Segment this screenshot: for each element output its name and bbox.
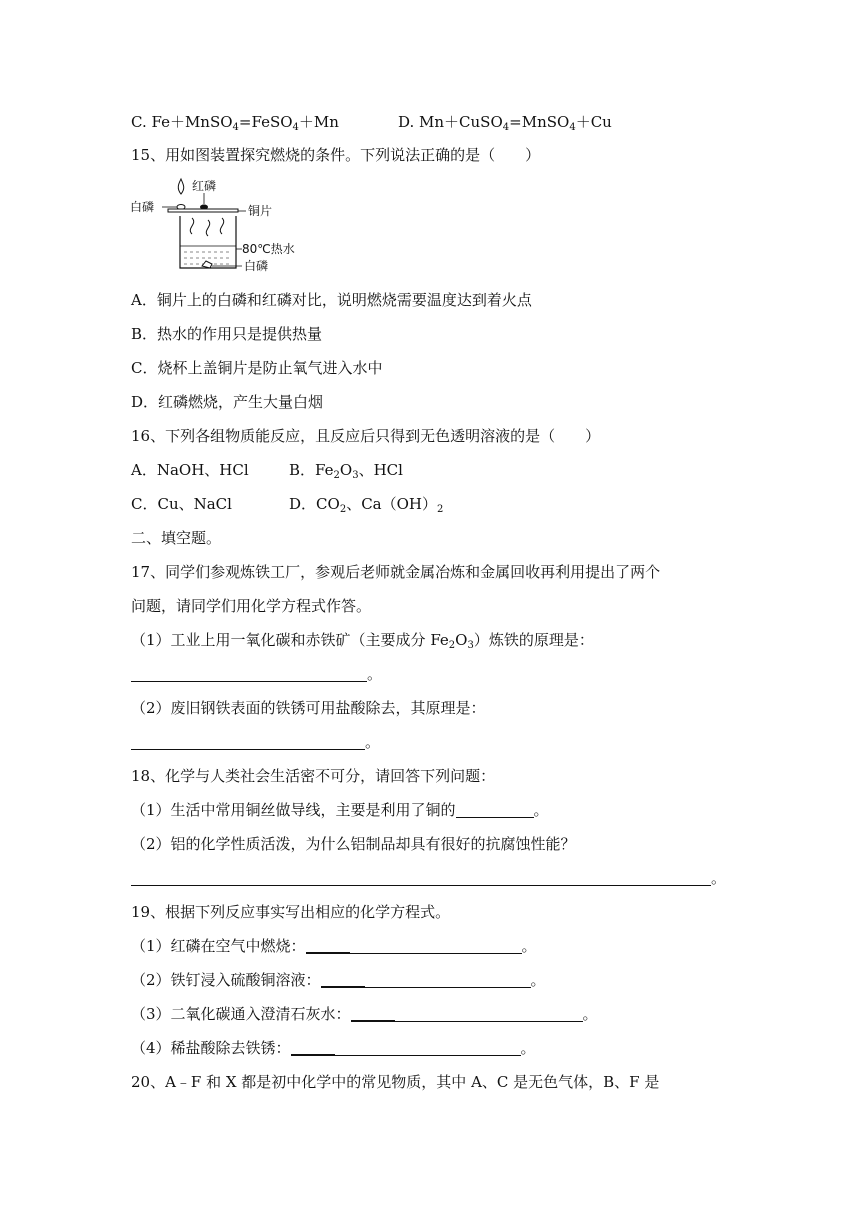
q17-stem-line1: 17、同学们参观炼铁工厂，参观后老师就金属冶炼和金属回收再利用提出了两个: [131, 563, 661, 581]
answer-blank[interactable]: [131, 734, 365, 750]
q17-sub2: （2）废旧钢铁表面的铁锈可用盐酸除去，其原理是：: [131, 699, 486, 717]
q17-stem-line2: 问题，请同学们用化学方程式作答。: [131, 597, 372, 615]
q18-stem: 18、化学与人类社会生活密不可分，请回答下列问题：: [131, 767, 496, 785]
q16-option-c: C．Cu、NaCl: [131, 495, 232, 513]
q19-item-4: （4）稀盐酸除去铁锈： 。: [131, 1039, 536, 1057]
copper-sheet: [168, 209, 238, 212]
label-hot-water: 80℃热水: [242, 242, 295, 256]
label-white-phosphorus-top: 白磷: [130, 200, 155, 214]
q15-option-d: D．红磷燃烧，产生大量白烟: [131, 393, 324, 411]
q19-item-1: （1）红磷在空气中燃烧： 。: [131, 937, 537, 955]
q17-answer2: 。: [131, 732, 380, 752]
q15-option-c: C．烧杯上盖铜片是防止氧气进入水中: [131, 359, 383, 377]
q20-stem: 20、A﹣F 和 X 都是初中化学中的常见物质，其中 A、C 是无色气体，B、F 是: [131, 1073, 660, 1091]
q19-stem: 19、根据下列反应事实写出相应的化学方程式。: [131, 903, 451, 921]
answer-blank[interactable]: [350, 938, 522, 954]
label-white-phosphorus-bottom: 白磷: [244, 259, 269, 273]
answer-blank[interactable]: [395, 1006, 583, 1022]
q19-item-2: （2）铁钉浸入硫酸铜溶液： 。: [131, 971, 546, 989]
label-red-phosphorus: 红磷: [192, 179, 217, 193]
q15-option-b: B．热水的作用只是提供热量: [131, 325, 323, 343]
answer-blank[interactable]: [335, 1040, 521, 1056]
section-heading: 二、填空题。: [131, 529, 222, 547]
q16-option-b: B．$Fe_2O_3$、HCl: [289, 461, 403, 481]
q16-stem: 16、下列各组物质能反应，且反应后只得到无色透明溶液的是（ ）: [131, 427, 601, 445]
answer-blank[interactable]: [351, 1005, 395, 1022]
q14-option-d: D. Mn＋CuSO$_4$=MnSO$_4$＋Cu: [398, 113, 612, 133]
q16-option-d: D．$CO_2$、$Ca(OH)_2$: [289, 495, 444, 515]
q16-option-a: A．NaOH、HCl: [131, 461, 249, 479]
answer-blank[interactable]: [131, 666, 367, 682]
answer-blank[interactable]: [365, 972, 531, 988]
q14-option-c: C. Fe＋MnSO$_4$=FeSO$_4$＋Mn: [131, 113, 339, 133]
combustion-apparatus-figure: [128, 178, 295, 276]
q17-answer1: 。: [131, 664, 382, 684]
q17-sub1: （1）工业上用一氧化碳和赤铁矿（主要成分 $Fe_2O_3$）炼铁的原理是：: [131, 631, 594, 651]
answer-blank[interactable]: [291, 1039, 335, 1056]
q19-item-3: （3）二氧化碳通入澄清石灰水： 。: [131, 1005, 598, 1023]
answer-blank[interactable]: [306, 937, 350, 954]
q18-sub2: （2）铝的化学性质活泼，为什么铝制品却具有很好的抗腐蚀性能？: [131, 835, 576, 853]
label-copper-sheet: 铜片: [248, 204, 273, 218]
q15-option-a: A．铜片上的白磷和红磷对比，说明燃烧需要温度达到着火点: [131, 291, 532, 309]
underwater-white-phosphorus: [202, 261, 212, 268]
beaker: [180, 216, 236, 268]
q18-answer2: 。: [131, 868, 726, 888]
flame-icon: [178, 179, 183, 194]
q15-stem: 15、用如图装置探究燃烧的条件。下列说法正确的是（ ）: [131, 146, 541, 164]
q18-sub1: （1）生活中常用铜丝做导线，主要是利用了铜的 。: [131, 801, 549, 819]
answer-blank[interactable]: [131, 870, 711, 886]
answer-blank[interactable]: [321, 971, 365, 988]
answer-blank[interactable]: [456, 802, 534, 818]
